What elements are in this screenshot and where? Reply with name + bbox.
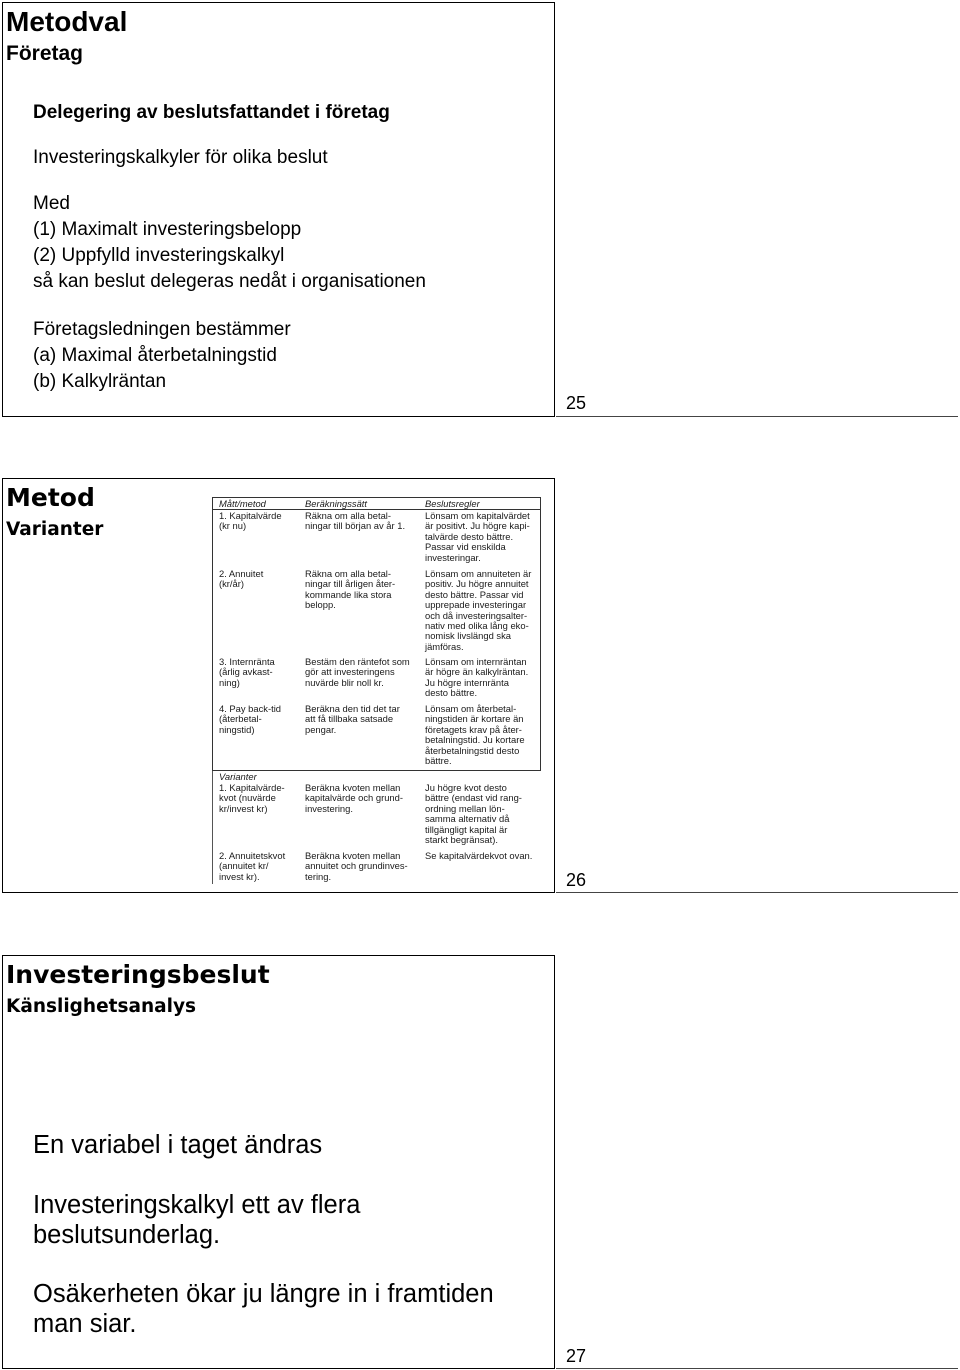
slide-paragraph: Med (1) Maximalt investeringsbelopp (2) Uppfylld investeringskalkyl så kan beslut delegeras nedåt i organisationen bbox=[33, 193, 426, 292]
table-cell-decision-rule: Lönsam om internräntan är högre än kalkylräntan. Ju högre internränta desto bättre. bbox=[425, 656, 529, 699]
page-rule bbox=[556, 892, 958, 893]
slide-paragraph: En variabel i taget ändras bbox=[33, 1131, 323, 1159]
table-cell-measure: 4. Pay back-tid (återbetal- ningstid) bbox=[219, 703, 282, 735]
table-cell-calculation: Beräkna den tid det tar att få tillbaka satsade pengar. bbox=[305, 703, 400, 735]
slide-paragraph: Investeringskalkyler för olika beslut bbox=[33, 147, 328, 168]
table-cell-measure: 3. Internränta (årlig avkast- ning) bbox=[219, 656, 275, 688]
slide-investeringsbeslut bbox=[2, 955, 555, 1369]
table-cell-calculation: Räkna om alla betal- ningar till början av år 1. bbox=[305, 510, 406, 532]
table-cell-decision-rule: Ju högre kvot desto bättre (endast vid rang- ordning mellan lön- samma alternativ då tillgängligt kapital är starkt begränsat). bbox=[425, 782, 522, 846]
table-variants-heading: Varianter bbox=[219, 771, 257, 782]
table-cell-calculation: Räkna om alla betal- ningar till årligen åter- kommande lika stora belopp. bbox=[305, 568, 396, 611]
slide-paragraph: Investeringskalkyl ett av flera beslutsunderlag. bbox=[33, 1191, 361, 1249]
table-cell-decision-rule: Se kapitalvärdekvot ovan. bbox=[425, 850, 533, 861]
slide-title: Investeringsbeslut bbox=[6, 960, 270, 989]
table-cell-measure: 1. Kapitalvärde (kr nu) bbox=[219, 510, 282, 532]
page-number: 26 bbox=[566, 870, 587, 890]
table-cell-calculation: Beräkna kvoten mellan annuitet och grundinves- tering. bbox=[305, 850, 408, 882]
slide-paragraph: Osäkerheten ökar ju längre in i framtiden man siar. bbox=[33, 1280, 494, 1338]
table-header-calculation: Beräkningssätt bbox=[305, 498, 368, 509]
slide-subtitle: Varianter bbox=[6, 519, 104, 540]
slide-paragraph: Företagsledningen bestämmer (a) Maximal återbetalningstid (b) Kalkylräntan bbox=[33, 319, 291, 392]
table-cell-decision-rule: Lönsam om återbetal- ningstiden är kortare än företagets krav på åter- betalningstid. Ju kortare återbetalningstid desto bättre. bbox=[425, 703, 525, 767]
table-cell-calculation: Beräkna kvoten mellan kapitalvärde och grund- investering. bbox=[305, 782, 403, 814]
table-header-decision-rule: Beslutsregler bbox=[425, 498, 480, 509]
slide-metod bbox=[2, 478, 555, 893]
page-rule bbox=[556, 1368, 958, 1369]
slide-title: Metod bbox=[6, 483, 95, 512]
table-cell-measure: 2. Annuitet (kr/år) bbox=[219, 568, 264, 590]
page-number: 25 bbox=[566, 393, 587, 413]
table-cell-calculation: Bestäm den räntefot som gör att investeringens nuvärde blir noll kr. bbox=[305, 656, 410, 688]
table-header-measure: Mått/metod bbox=[219, 498, 266, 509]
table-edge bbox=[212, 771, 213, 884]
table-cell-decision-rule: Lönsam om annuiteten är positiv. Ju högre annuitet desto bättre. Passar vid upprepade investeringar och då investeringsalter- nativ med olika lång eko- nomisk livslängd ska jämföras. bbox=[425, 568, 532, 652]
page-number: 27 bbox=[566, 1346, 587, 1366]
table-cell-measure: 2. Annuitetskvot (annuitet kr/ invest kr). bbox=[219, 850, 286, 882]
slide-title: Metodval bbox=[6, 6, 128, 37]
table-cell-measure: 1. Kapitalvärde- kvot (nuvärde kr/invest kr) bbox=[219, 782, 285, 814]
slide-subtitle: Känslighetsanalys bbox=[6, 996, 197, 1017]
slide-subtitle: Företag bbox=[6, 42, 84, 65]
slide-metodval bbox=[2, 2, 555, 417]
method-table bbox=[212, 497, 544, 885]
page-rule bbox=[556, 416, 958, 417]
slide-heading: Delegering av beslutsfattandet i företag bbox=[33, 102, 390, 123]
table-cell-decision-rule: Lönsam om kapitalvärdet är positivt. Ju högre kapi- talvärde desto bättre. Passar vid enskilda investeringar. bbox=[425, 510, 530, 563]
